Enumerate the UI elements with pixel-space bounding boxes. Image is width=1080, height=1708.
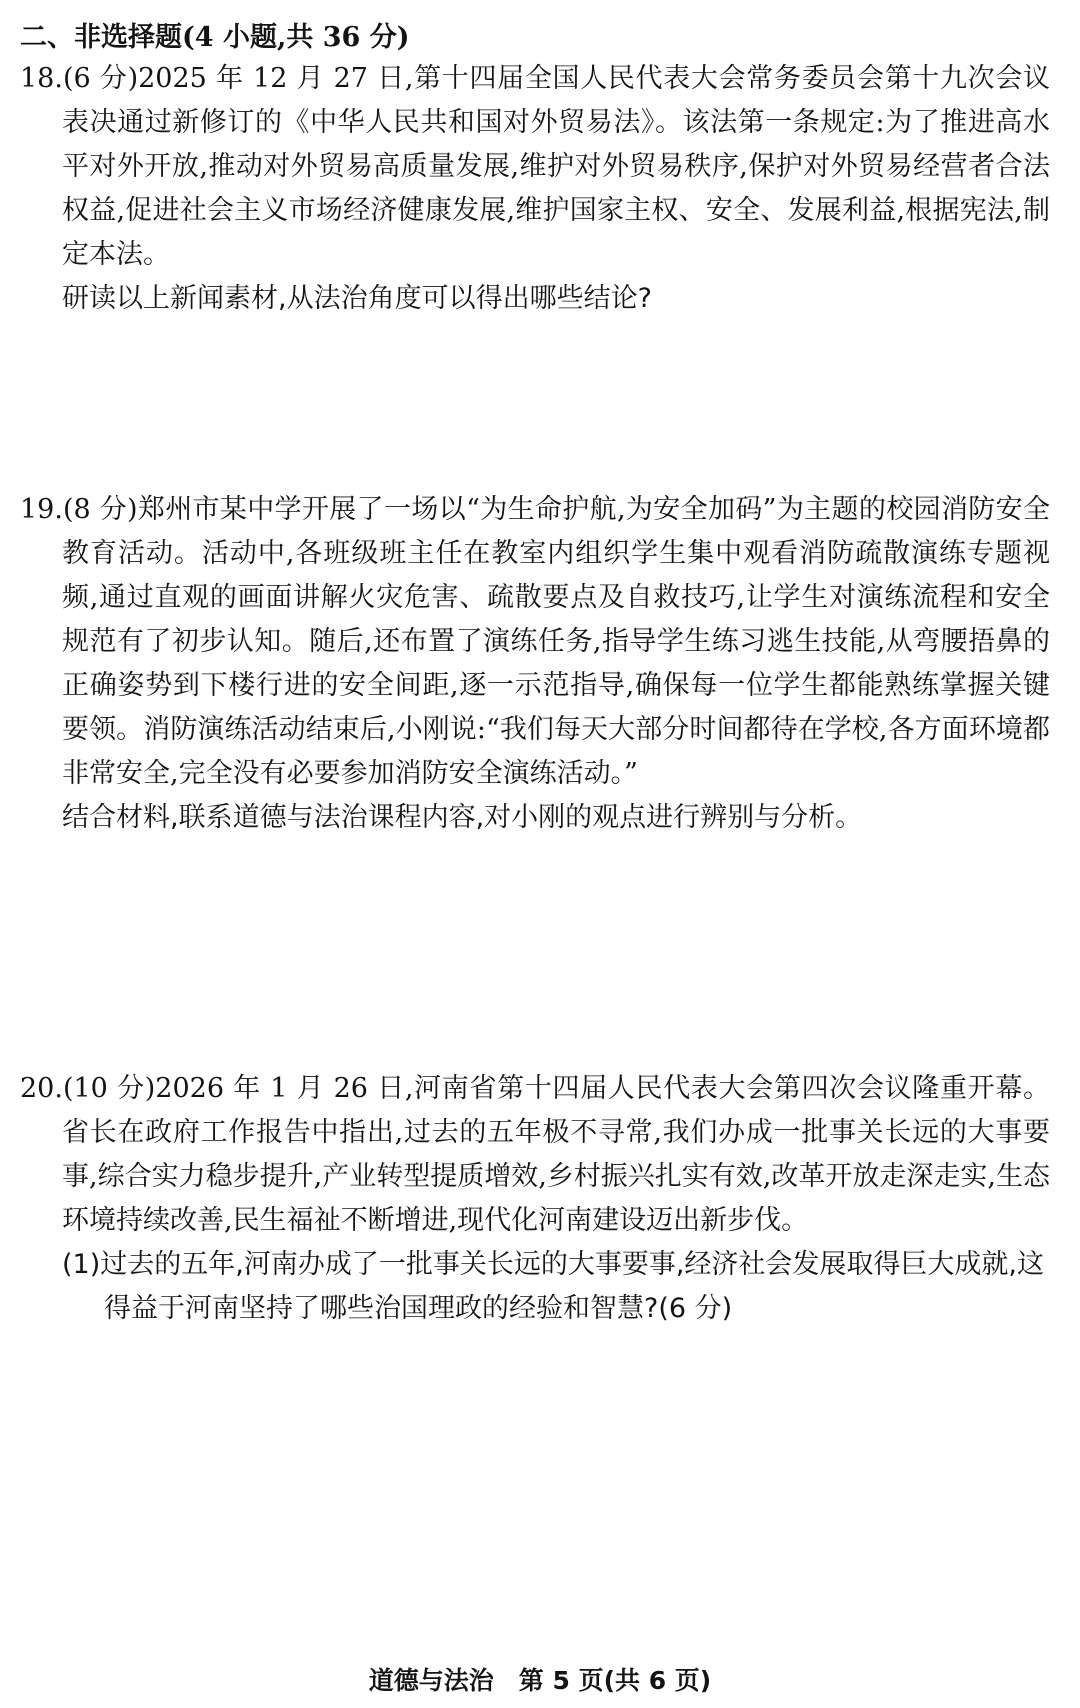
question-18-number: 18.: [20, 63, 63, 94]
page-footer: 道德与法治 第 5 页(共 6 页): [368, 1666, 712, 1695]
question-20: [20, 1067, 1050, 1331]
question-19-text: [20, 488, 1050, 796]
question-19-material: (8 分)郑州市某中学开展了一场以“为生命护航,为安全加码”为主题的校园消防安全教育活动。活动中,各班级班主任在教室内组织学生集中观看消防疏散演练专题视频,通过直观的画面讲解火灾危害、疏散要点及自救技巧,让学生对演练流程和安全规范有了初步认知。随后,还布置了演练任务,指导学生练习逃生技能,从弯腰捂鼻的正确姿势到下楼行进的安全间距,逐一示范指导,确保每一位学生都能熟练掌握关键要领。消防演练活动结束后,小刚说:“我们每天大部分时间都待在学校,各方面环境都非常安全,完全没有必要参加消防安全演练活动。”: [62, 494, 1050, 789]
question-19: [20, 488, 1050, 840]
question-18-prompt: 研读以上新闻素材,从法治角度可以得出哪些结论?: [62, 283, 652, 314]
question-18: [20, 57, 1050, 321]
question-20-material: (10 分)2026 年 1 月 26 日,河南省第十四届人民代表大会第四次会议隆重开幕。省长在政府工作报告中指出,过去的五年极不寻常,我们办成一批事关长远的大事要事,综合实力稳步提升,产业转型提质增效,乡村振兴扎实有效,改革开放走深走实,生态环境持续改善,民生福祉不断增进,现代化河南建设迈出新步伐。: [62, 1073, 1050, 1236]
section-title: 二、非选择题(4 小题,共 36 分): [20, 22, 410, 53]
question-20-number: 20.: [20, 1073, 63, 1104]
question-19-number: 19.: [20, 494, 63, 525]
question-19-prompt: 结合材料,联系道德与法治课程内容,对小刚的观点进行辨别与分析。: [62, 802, 863, 833]
question-20-text: [20, 1067, 1050, 1243]
question-18-text: [20, 57, 1050, 277]
question-18-material: (6 分)2025 年 12 月 27 日,第十四届全国人民代表大会常务委员会第十九次会议表决通过新修订的《中华人民共和国对外贸易法》。该法第一条规定:为了推进高水平对外开放,推动对外贸易高质量发展,维护对外贸易秩序,保护对外贸易经营者合法权益,促进社会主义市场经济健康发展,维护国家主权、安全、发展利益,根据宪法,制定本法。: [62, 63, 1050, 270]
question-20-subquestion-1: (1)过去的五年,河南办成了一批事关长远的大事要事,经济社会发展取得巨大成就,这得益于河南坚持了哪些治国理政的经验和智慧?(6 分): [62, 1249, 1044, 1324]
